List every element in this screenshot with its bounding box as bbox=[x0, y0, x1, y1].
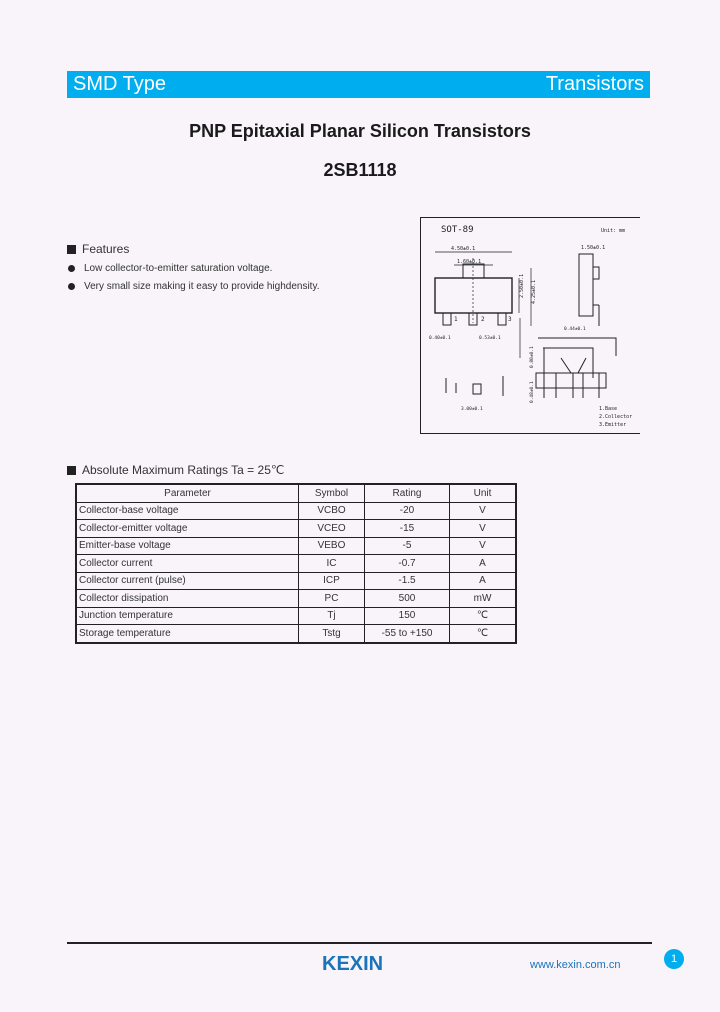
package-name: SOT-89 bbox=[441, 225, 474, 235]
feature-item: Very small size making it easy to provide highdensity. bbox=[68, 281, 319, 292]
svg-text:2.50±0.1: 2.50±0.1 bbox=[519, 273, 525, 298]
page-number-badge: 1 bbox=[664, 949, 684, 969]
svg-text:2.Collector: 2.Collector bbox=[599, 414, 633, 420]
footer-divider bbox=[67, 942, 652, 944]
svg-text:1.Base: 1.Base bbox=[599, 406, 618, 412]
ratings-heading: Absolute Maximum Ratings Ta = 25℃ bbox=[67, 463, 284, 477]
bullet-icon bbox=[68, 283, 75, 290]
svg-text:1: 1 bbox=[454, 316, 458, 323]
package-drawing bbox=[420, 217, 640, 434]
svg-text:3: 3 bbox=[508, 316, 512, 323]
banner-left: SMD Type bbox=[73, 73, 166, 95]
sot89-diagram bbox=[421, 218, 640, 433]
table-row: Storage temperature Tstg -55 to +150 ℃ bbox=[76, 625, 516, 643]
header-banner bbox=[67, 71, 650, 98]
svg-text:3.00±0.1: 3.00±0.1 bbox=[461, 407, 483, 412]
table-row: Collector-base voltage VCBO -20 V bbox=[76, 502, 516, 520]
square-bullet-icon bbox=[67, 466, 76, 475]
col-symbol: Symbol bbox=[299, 484, 365, 502]
feature-item: Low collector-to-emitter saturation voltage. bbox=[68, 263, 272, 274]
part-number: 2SB1118 bbox=[323, 160, 397, 180]
absolute-max-ratings-table bbox=[75, 483, 517, 644]
kexin-logo: KEXIN bbox=[322, 953, 384, 975]
svg-text:0.44±0.1: 0.44±0.1 bbox=[564, 327, 586, 332]
svg-text:2: 2 bbox=[481, 316, 485, 323]
table-row: Collector dissipation PC 500 mW bbox=[76, 590, 516, 608]
website-link[interactable]: www.kexin.com.cn bbox=[530, 959, 621, 971]
document-title: PNP Epitaxial Planar Silicon Transistors bbox=[189, 121, 531, 141]
svg-text:0.53±0.1: 0.53±0.1 bbox=[479, 336, 501, 341]
table-row: Collector current IC -0.7 A bbox=[76, 555, 516, 573]
features-heading: Features bbox=[67, 242, 129, 256]
svg-text:0.40±0.1: 0.40±0.1 bbox=[429, 336, 451, 341]
table-row: Emitter-base voltage VEBO -5 V bbox=[76, 537, 516, 555]
bullet-icon bbox=[68, 265, 75, 272]
square-bullet-icon bbox=[67, 245, 76, 254]
col-rating: Rating bbox=[365, 484, 450, 502]
col-parameter: Parameter bbox=[76, 484, 299, 502]
col-unit: Unit bbox=[450, 484, 517, 502]
svg-text:1.50±0.1: 1.50±0.1 bbox=[581, 245, 606, 251]
svg-text:4.50±0.1: 4.50±0.1 bbox=[451, 246, 476, 252]
svg-text:1.60±0.1: 1.60±0.1 bbox=[457, 259, 482, 265]
svg-text:0.80±0.1: 0.80±0.1 bbox=[530, 346, 535, 368]
svg-text:Unit: mm: Unit: mm bbox=[601, 228, 626, 234]
table-header-row bbox=[76, 484, 516, 502]
table-row: Collector-emitter voltage VCEO -15 V bbox=[76, 520, 516, 538]
svg-text:3.Emitter: 3.Emitter bbox=[599, 422, 627, 428]
svg-text:0.48±0.1: 0.48±0.1 bbox=[530, 381, 535, 403]
banner-right: Transistors bbox=[545, 73, 644, 95]
table-row: Junction temperature Tj 150 ℃ bbox=[76, 607, 516, 625]
table-row: Collector current (pulse) ICP -1.5 A bbox=[76, 572, 516, 590]
svg-text:4.25±0.1: 4.25±0.1 bbox=[531, 279, 537, 304]
